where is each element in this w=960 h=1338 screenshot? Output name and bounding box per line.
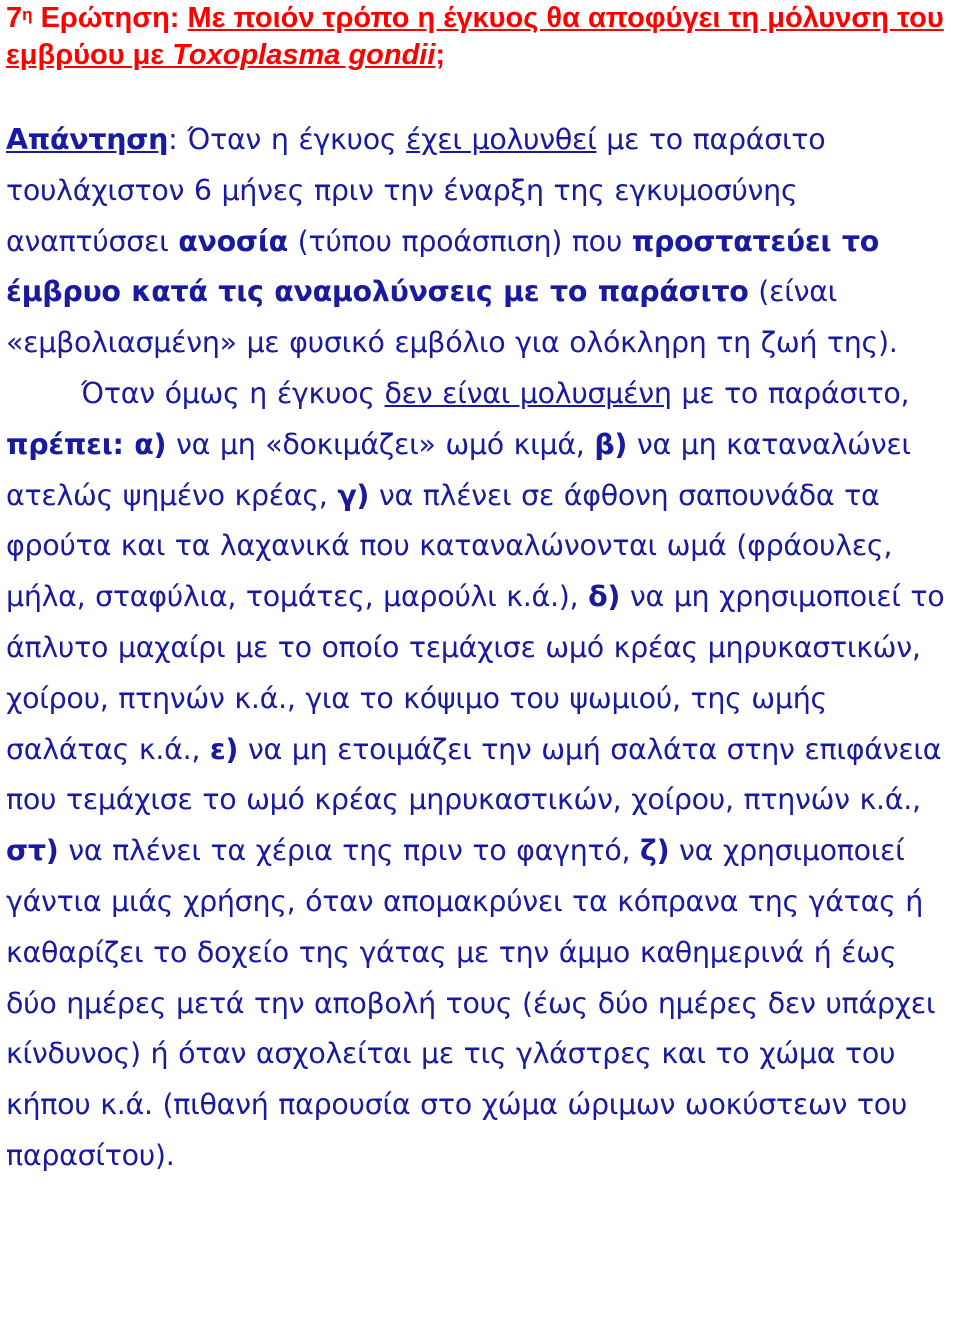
question-text: Με ποιόν τρόπο η έγκυος θα αποφύγει τη μόλυνση του εμβρύου με Toxoplasma gondii: [6, 2, 944, 71]
question-heading: [6, 0, 954, 74]
answer-paragraph-1: Απάντηση: Όταν η έγκυος έχει μολυνθεί με το παράσιτο τουλάχιστον 6 μήνες πριν την έναρξη της εγκυμοσύνης αναπτύσσει ανοσία (τύπου προάσπιση) που προστατεύει το έμβρυο κατά τις αναμολύνσεις με το παράσιτο (είναι «εμβολιασμένη» με φυσικό εμβόλιο για ολόκληρη τη ζωή της).: [6, 123, 898, 360]
answer-paragraph-2: Όταν όμως η έγκυος δεν είναι μολυσμένη με το παράσιτο, πρέπει: α) να μη «δοκιμάζει» ωμό κιμά, β) να μη καταναλώνει ατελώς ψημένο κρέας, γ) να πλένει σε άφθονη σαπουνάδα τα φρούτα και τα λαχανικά που καταναλώνονται ωμά (φράουλες, μήλα, σταφύλια, τομάτες, μαρούλι κ.ά.), δ) να μη χρησιμοποιεί το άπλυτο μαχαίρι με το οποίο τεμάχισε ωμό κρέας μηρυκαστικών, χοίρου, πτηνών κ.ά., για το κόψιμο του ψωμιού, της ωμής σαλάτας κ.ά., ε) να μη ετοιμάζει την ωμή σαλάτα στην επιφάνεια που τεμάχισε το ωμό κρέας μηρυκαστικών, χοίρου, πτηνών κ.ά., στ) να πλένει τα χέρια της πριν το φαγητό, ζ) να χρησιμοποιεί γάντια μιάς χρήσης, όταν απομακρύνει τα κόπρανα της γάτας ή καθαρίζει το δοχείο της γάτας με την άμμο καθημερινά ή έως δύο ημέρες μετά την αποβολή τους (έως δύο ημέρες δεν υπάρχει κίνδυνος) ή όταν ασχολείται με τις γλάστρες και το χώμα του κήπου κ.ά. (πιθανή παρουσία στο χώμα ώριμων ωοκύστεων του παρασίτου).: [6, 376, 945, 1172]
question-label: Ερώτηση:: [40, 2, 180, 34]
answer-body: [6, 115, 956, 1182]
question-end: ;: [435, 39, 446, 71]
question-number: 7: [6, 2, 23, 34]
organism-name: Toxoplasma gondii: [172, 39, 436, 71]
question-number-suffix: η: [22, 5, 33, 24]
answer-label: Απάντηση: [6, 123, 169, 156]
